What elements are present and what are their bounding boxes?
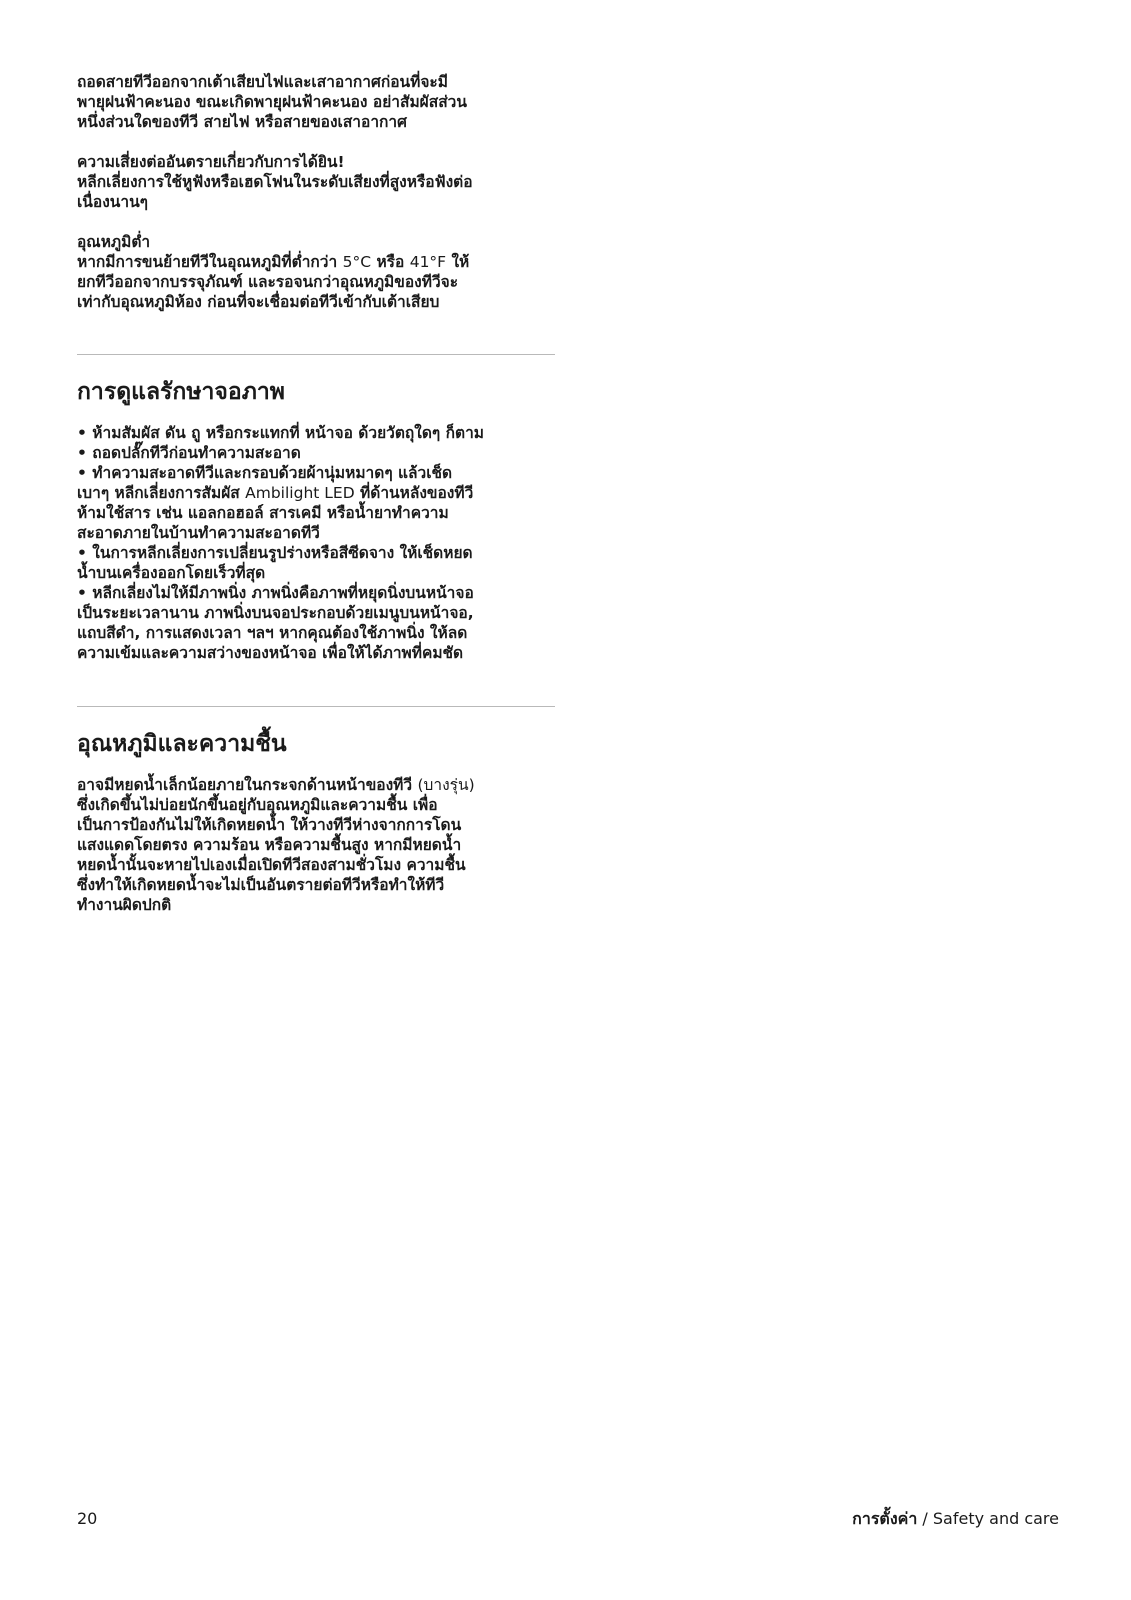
footer-section-thai: การตั้งค่า xyxy=(852,1509,918,1528)
footer-separator: / xyxy=(917,1509,933,1528)
text-line: ความเสี่ยงต่ออันตรายเกี่ยวกับการได้ยิน! xyxy=(77,153,345,171)
bullet-line: • ห้ามสัมผัส ดัน ถู หรือกระแทกที่ หน้าจอ ด้วยวัตถุใดๆ ก็ตาม xyxy=(77,424,485,442)
text-line: เป็นการป้องกันไม่ให้เกิดหยดน้ำ ให้วางทีวีห่างจากการโดน xyxy=(77,816,462,834)
text-line: น้ำบนเครื่องออกโดยเร็วที่สุด xyxy=(77,564,266,582)
footer-section-english: Safety and care xyxy=(932,1509,1059,1528)
text-line: ทำงานผิดปกติ xyxy=(77,896,172,914)
screen-care-title: การดูแลรักษาจอภาพ xyxy=(77,379,285,405)
text-line: เป็นระยะเวลานาน ภาพนิ่งบนจอประกอบด้วยเมนูบนหน้าจอ, xyxy=(77,604,474,622)
storm-warning-paragraph xyxy=(77,72,555,132)
text-line: หลีกเลี่ยงการใช้หูฟังหรือเฮดโฟนในระดับเสียงที่สูงหรือฟังต่อ xyxy=(77,173,473,191)
low-temperature-paragraph xyxy=(77,232,555,312)
bullet-line: • ถอดปลั๊กทีวีก่อนทำความสะอาด xyxy=(77,444,301,462)
screen-care-body xyxy=(77,423,555,663)
text-line: หนึ่งส่วนใดของทีวี สายไฟ หรือสายของเสาอากาศ xyxy=(77,113,407,131)
text-line: ห้ามใช้สาร เช่น แอลกอฮอล์ สารเคมี หรือน้ำยาทำความ xyxy=(77,504,449,522)
text-line: สะอาดภายในบ้านทำความสะอาดทีวี xyxy=(77,524,320,542)
text-line: เท่ากับอุณหภูมิห้อง ก่อนที่จะเชื่อมต่อทีวีเข้ากับเต้าเสียบ xyxy=(77,293,440,311)
page-number: 20 xyxy=(77,1509,98,1528)
text-line: ความเข้มและความสว่างของหน้าจอ เพื่อให้ได้ภาพที่คมชัด xyxy=(77,644,464,662)
footer-section-label xyxy=(852,1509,1059,1529)
bullet-line: • ทำความสะอาดทีวีและกรอบด้วยผ้านุ่มหมาดๆ แล้วเช็ด xyxy=(77,464,453,482)
bullet-line: • ในการหลีกเลี่ยงการเปลี่ยนรูปร่างหรือสีซีดจาง ให้เช็ดหยด xyxy=(77,544,473,562)
text-line: ซึ่งเกิดขึ้นไม่บ่อยนักขึ้นอยู่กับอุณหภูมิและความชื้น เพื่อ xyxy=(77,796,438,814)
text-line: หยดน้ำนั้นจะหายไปเองเมื่อเปิดทีวีสองสามชั่วโมง ความชื้น xyxy=(77,856,466,874)
content-column xyxy=(77,72,555,915)
text-line: อาจมีหยดน้ำเล็กน้อยภายในกระจกด้านหน้าของทีวี (บางรุ่น) xyxy=(77,776,475,794)
text-line: ยกทีวีออกจากบรรจุภัณฑ์ และรอจนกว่าอุณหภูมิของทีวีจะ xyxy=(77,273,459,291)
humidity-title: อุณหภูมิและความชื้น xyxy=(77,731,287,757)
text-line: แถบสีดำ, การแสดงเวลา ฯลฯ หากคุณต้องใช้ภาพนิ่ง ให้ลด xyxy=(77,624,468,642)
text-line: ถอดสายทีวีออกจากเต้าเสียบไฟและเสาอากาศก่อนที่จะมี xyxy=(77,73,448,91)
bullet-line: • หลีกเลี่ยงไม่ให้มีภาพนิ่ง ภาพนิ่งคือภาพที่หยุดนิ่งบนหน้าจอ xyxy=(77,584,474,602)
text-line: พายุฝนฟ้าคะนอง ขณะเกิดพายุฝนฟ้าคะนอง อย่าสัมผัสส่วน xyxy=(77,93,467,111)
text-line: เนื่องนานๆ xyxy=(77,193,148,211)
hearing-warning-paragraph xyxy=(77,152,555,212)
low-temperature-heading: อุณหภูมิต่ำ xyxy=(77,233,151,251)
humidity-body xyxy=(77,775,555,915)
text-line: หากมีการขนย้ายทีวีในอุณหภูมิที่ต่ำกว่า 5°C หรือ 41°F ให้ xyxy=(77,253,470,271)
text-line: ซึ่งทำให้เกิดหยดน้ำจะไม่เป็นอันตรายต่อทีวีหรือทำให้ทีวี xyxy=(77,876,445,894)
text-line: เบาๆ หลีกเลี่ยงการสัมผัส Ambilight LED ที่ด้านหลังของทีวี xyxy=(77,484,474,502)
text-line: แสงแดดโดยตรง ความร้อน หรือความชื้นสูง หากมีหยดน้ำ xyxy=(77,836,462,854)
